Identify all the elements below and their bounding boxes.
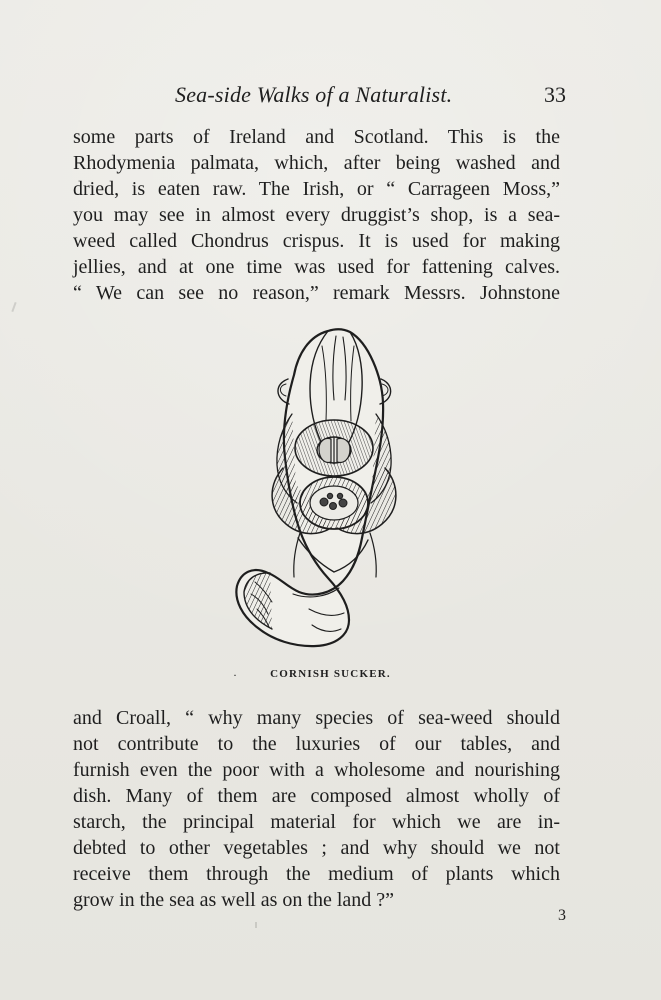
- running-title: Sea-side Walks of a Naturalist.: [175, 82, 453, 107]
- margin-mark: [11, 302, 16, 312]
- text-line: weed called Chondrus crispus. It is used for making: [73, 230, 560, 252]
- text-line: some parts of Ireland and Scotland. This is the: [73, 126, 560, 148]
- text-line: grow in the sea as well as on the land ?”: [73, 889, 395, 911]
- text-line: furnish even the poor with a wholesome and nourishing: [73, 759, 560, 781]
- text-line: dried, is eaten raw. The Irish, or “ Carrageen Moss,”: [73, 178, 560, 200]
- text-line: dish. Many of them are composed almost wholly of: [73, 785, 560, 807]
- page-header: [0, 82, 661, 112]
- body-text-bottom: [73, 705, 560, 913]
- bottom-mark: [255, 922, 257, 928]
- text-line: receive them through the medium of plants which: [73, 863, 560, 885]
- cornish-sucker-illustration: [230, 328, 415, 654]
- text-line: not contribute to the luxuries of our tables, and: [73, 733, 560, 755]
- text-line: Rhodymenia palmata, which, after being washed and: [73, 152, 560, 174]
- text-line: and Croall, “ why many species of sea-weed should: [73, 707, 560, 729]
- text-line: debted to other vegetables ; and why should we not: [73, 837, 560, 859]
- text-line: jellies, and at one time was used for fattening calves.: [73, 256, 560, 278]
- text-line: “ We can see no reason,” remark Messrs. Johnstone: [73, 282, 560, 304]
- body-text-top: [73, 124, 560, 306]
- caption-dot: ·: [233, 668, 237, 682]
- text-line: you may see in almost every druggist’s shop, is a sea-: [73, 204, 560, 226]
- page-number: 33: [544, 82, 566, 107]
- text-line: starch, the principal material for which we are in-: [73, 811, 560, 833]
- illustration-caption: CORNISH SUCKER.: [270, 668, 391, 680]
- signature-mark: 3: [558, 907, 566, 924]
